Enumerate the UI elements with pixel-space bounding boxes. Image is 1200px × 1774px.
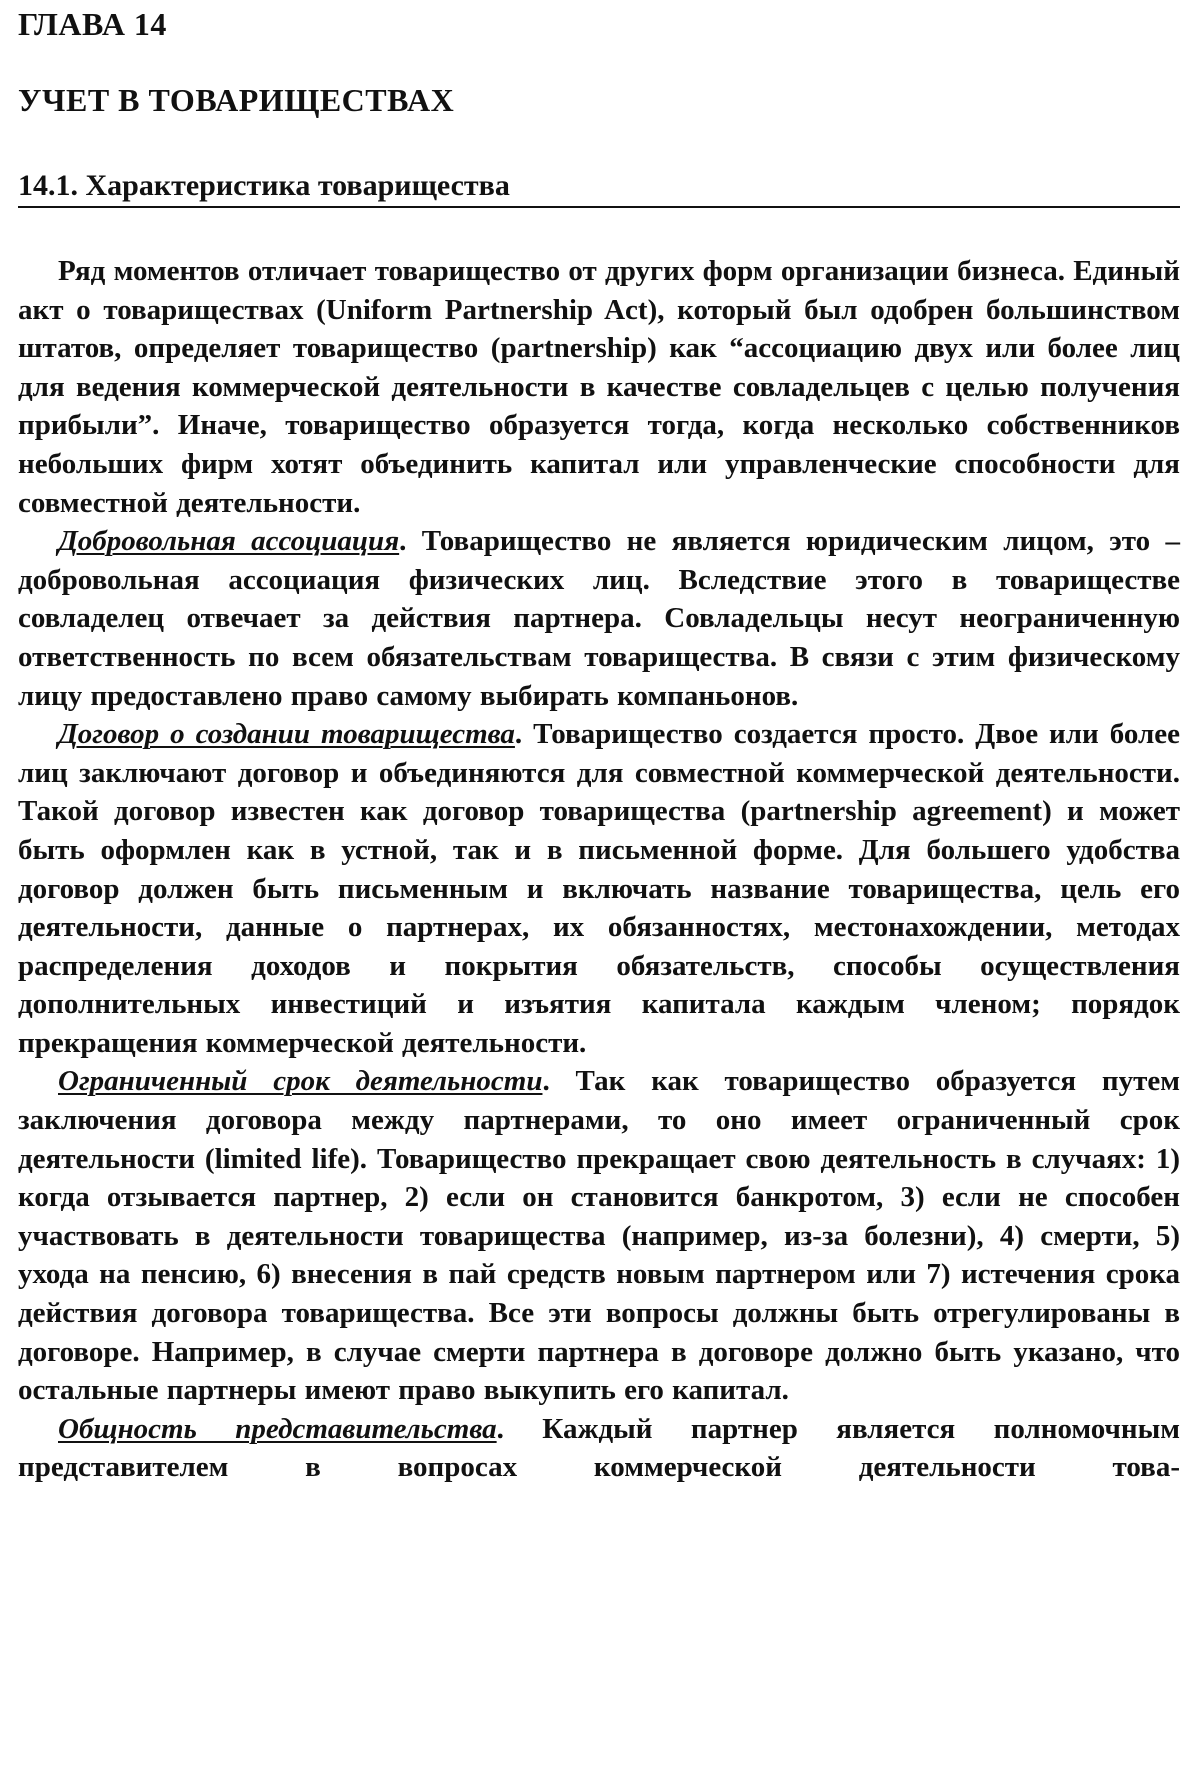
paragraph-limited-life [18, 1062, 1180, 1409]
paragraph-intro-text: Ряд моментов отличает товарищество от других форм организации бизнеса. Единый акт о товариществах (Uniform Partnership Act), который был одобрен большинством штатов, определяет товарищество (partnership) как “ассоциацию двух или более лиц для ведения коммерческой деятельности в качестве совладельцев с целью получения прибыли”. Иначе, товарищество образуется тогда, когда несколько собственников небольших фирм хотят объединить капитал или управленческие способности для совместной деятельности. [18, 255, 1180, 519]
paragraph-mutual-agency-text: . Каждый партнер является полномочным представителем в вопросах коммерческой деятельности това- [18, 1412, 1180, 1484]
section-heading-text: 14.1. Характеристика товарищества [18, 169, 510, 202]
paragraph-partnership-agreement [18, 715, 1180, 1062]
paragraph-limited-life-text: . Так как товарищество образуется путем заключения договора между партнерами, то оно имеет ограниченный срок деятельности (limited life). Товарищество прекращает свою деятельность в случаях: 1) когда отзывается партнер, 2) если он становится банкротом, 3) если не способен участвовать в деятельности товарищества (например, из-за болезни), 4) смерти, 5) ухода на пенсию, 6) внесения в пай средств новым партнером или 7) истечения срока действия договора товарищества. Все эти вопросы должны быть отрегулированы в договоре. Например, в случае смерти партнера в договоре должно быть указано, что остальные партнеры имеют право выкупить его капитал. [18, 1065, 1180, 1407]
term-limited-life: Ограниченный срок деятельности [58, 1065, 543, 1098]
paragraph-partnership-agreement-text: . Товарищество создается просто. Двое или более лиц заключают договор и объединяются для совместной коммерческой деятельности. Такой договор известен как договор товарищества (partnership agreement) и может быть оформлен как в устной, так и в письменной форме. Для большего удобства договор должен быть письменным и включать название товарищества, цель его деятельности, данные о партнерах, их обязанностях, местонахождении, методах распределения доходов и покрытия обязательств, способы осуществления дополнительных инвестиций и изъятия капитала каждым членом; порядок прекращения коммерческой деятельности. [18, 718, 1180, 1059]
document-page [18, 0, 1180, 1774]
chapter-label: ГЛАВА 14 [18, 6, 167, 42]
term-mutual-agency: Общность представительства [58, 1412, 497, 1445]
section-heading [18, 166, 1180, 208]
term-partnership-agreement: Договор о создании товарищества [58, 718, 515, 751]
chapter-title: УЧЕТ В ТОВАРИЩЕСТВАХ [18, 82, 455, 118]
body-text [18, 252, 1180, 1487]
paragraph-mutual-agency [18, 1410, 1180, 1487]
paragraph-voluntary-association-text: . Товарищество не является юридическим лицом, это – добровольная ассоциация физических лиц. Вследствие этого в товариществе совладелец отвечает за действия партнера. Совладельцы несут неограниченную ответственность по всем обязательствам товарищества. В связи с этим физическому лицу предоставлено право самому выбирать компаньонов. [18, 525, 1180, 712]
paragraph-intro [18, 252, 1180, 522]
paragraph-voluntary-association [18, 522, 1180, 715]
term-voluntary-association: Добровольная ассоциация [58, 525, 400, 558]
